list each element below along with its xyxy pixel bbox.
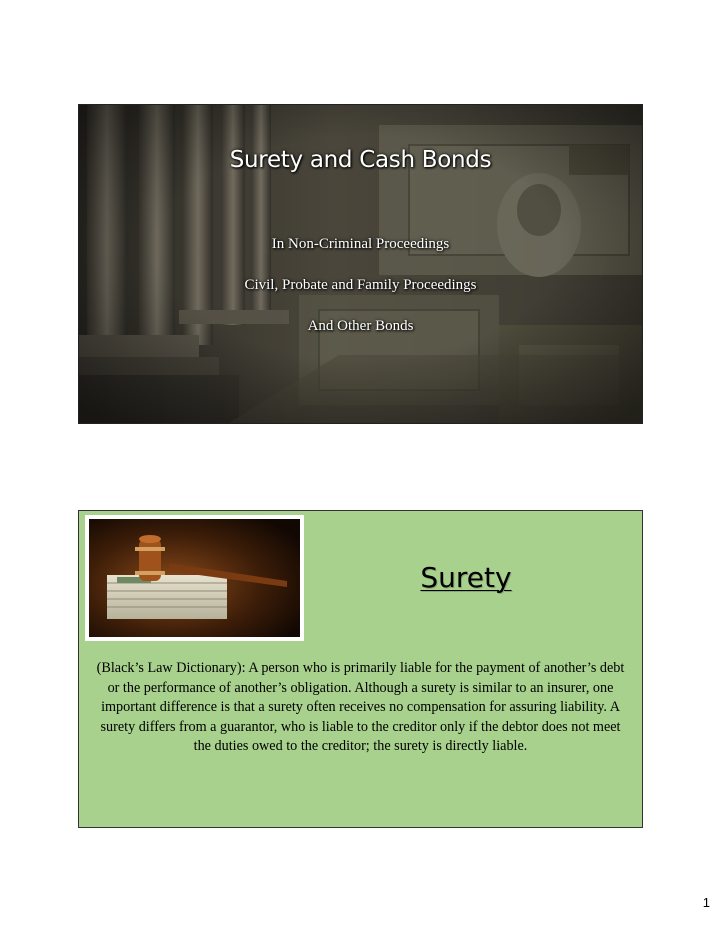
photo-frame (85, 515, 304, 641)
gavel-on-money-image (89, 519, 300, 637)
subtitle-line-1: In Non-Criminal Proceedings (271, 236, 450, 252)
page-number: 1 (702, 895, 710, 910)
slide-heading: Surety (420, 561, 512, 594)
title-slide (78, 104, 643, 424)
surety-definition-slide (78, 510, 643, 828)
definition-text: (Black’s Law Dictionary): A person who is primarily liable for the payment of another’s debt or the performance of another’s obligation. Although a surety is similar to an insurer, one important difference is that a surety often receives no compensation for assuring liability. A surety differs from a guarantor, who is liable to the creditor only if the debtor does not meet the duties owed to the creditor; the surety is directly liable. (96, 660, 625, 754)
subtitle-line-2: Civil, Probate and Family Proceedings (244, 277, 477, 293)
slide-title: Surety and Cash Bonds (229, 147, 492, 173)
subtitle-line-3: And Other Bonds (307, 318, 414, 334)
